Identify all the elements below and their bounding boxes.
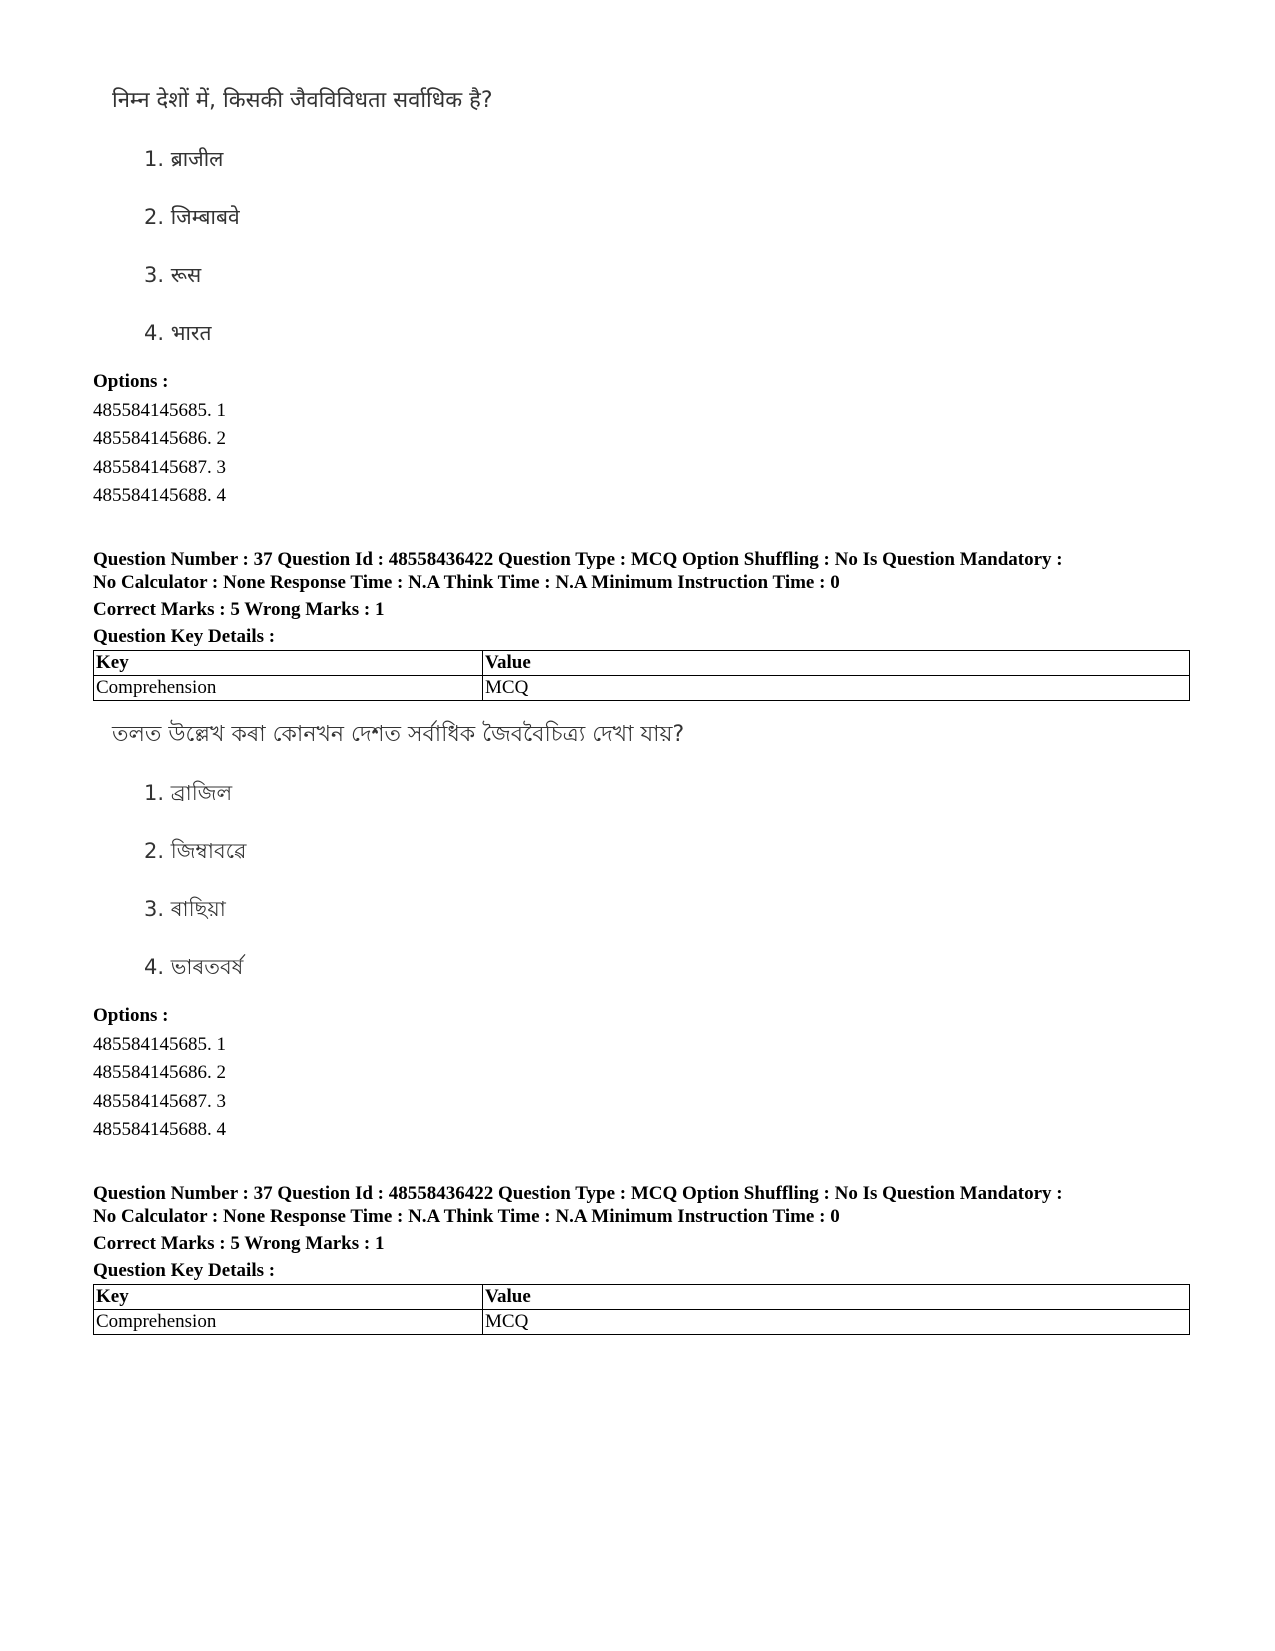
table-header-cell: Value [483,651,1190,676]
question-meta-line-2: No Calculator : None Response Time : N.A Think Time : N.A Minimum Instruction Time : 0 [93,1206,840,1227]
options-block [93,1002,1190,1145]
question-choice-2: 2. জিম্বাবৱে [144,839,247,863]
option-item: 485584145688. 4 [93,1119,226,1140]
option-item: 485584145686. 2 [93,1062,226,1083]
table-row [94,676,1190,701]
question-choice-1: 1. ব্ৰাজিল [144,781,233,805]
option-item: 485584145685. 1 [93,1033,226,1055]
question-meta-block [93,1182,1190,1335]
table-cell: Comprehension [94,1310,483,1335]
options-block [93,368,1190,511]
option-item: 485584145685. 1 [93,399,226,421]
key-details-heading: Question Key Details : [93,1260,276,1281]
question-choice-3: 3. रूस [144,263,202,287]
question-choice-4: 4. ভাৰতবৰ্ষ [144,955,244,979]
option-item: 485584145688. 4 [93,485,226,506]
key-details-heading: Question Key Details : [93,626,276,647]
question-stem: निम्न देशों में, किसकी जैवविविधता सर्वाधिक है? [112,88,493,113]
question-meta-line-1: Question Number : 37 Question Id : 48558436422 Question Type : MCQ Option Shuffling : No Is Question Mandatory : [93,1183,1063,1204]
options-heading: Options : [93,371,169,392]
key-details-table [93,1284,1190,1335]
table-header-cell: Value [483,1285,1190,1310]
question-choice-2: 2. जिम्बाबवे [144,205,240,229]
table-cell: Comprehension [94,676,483,701]
question-choice-1: 1. ब्राजील [144,147,224,171]
table-cell: MCQ [483,676,1190,701]
key-details-table [93,650,1190,701]
option-item: 485584145687. 3 [93,456,226,478]
table-header-row [94,651,1190,676]
question-choice-4: 4. भारत [144,321,212,345]
table-cell: MCQ [483,1310,1190,1335]
option-item: 485584145686. 2 [93,428,226,449]
question-stem: তলত উল্লেখ কৰা কোনখন দেশত সৰ্বাধিক জৈববৈচিত্ৰ্য দেখা যায়? [112,722,685,747]
table-header-row [94,1285,1190,1310]
table-header-cell: Key [94,651,483,676]
marks-line: Correct Marks : 5 Wrong Marks : 1 [93,599,385,620]
option-item: 485584145687. 3 [93,1090,226,1112]
table-row [94,1310,1190,1335]
question-meta-line-2: No Calculator : None Response Time : N.A Think Time : N.A Minimum Instruction Time : 0 [93,572,840,593]
question-choice-3: 3. ৰাছিয়া [144,897,226,921]
question-image-assamese [112,716,684,986]
question-meta-block [93,548,1190,701]
options-heading: Options : [93,1005,169,1026]
question-image-hindi [112,82,493,352]
table-header-cell: Key [94,1285,483,1310]
question-meta-line-1: Question Number : 37 Question Id : 48558436422 Question Type : MCQ Option Shuffling : No Is Question Mandatory : [93,549,1063,570]
marks-line: Correct Marks : 5 Wrong Marks : 1 [93,1233,385,1254]
